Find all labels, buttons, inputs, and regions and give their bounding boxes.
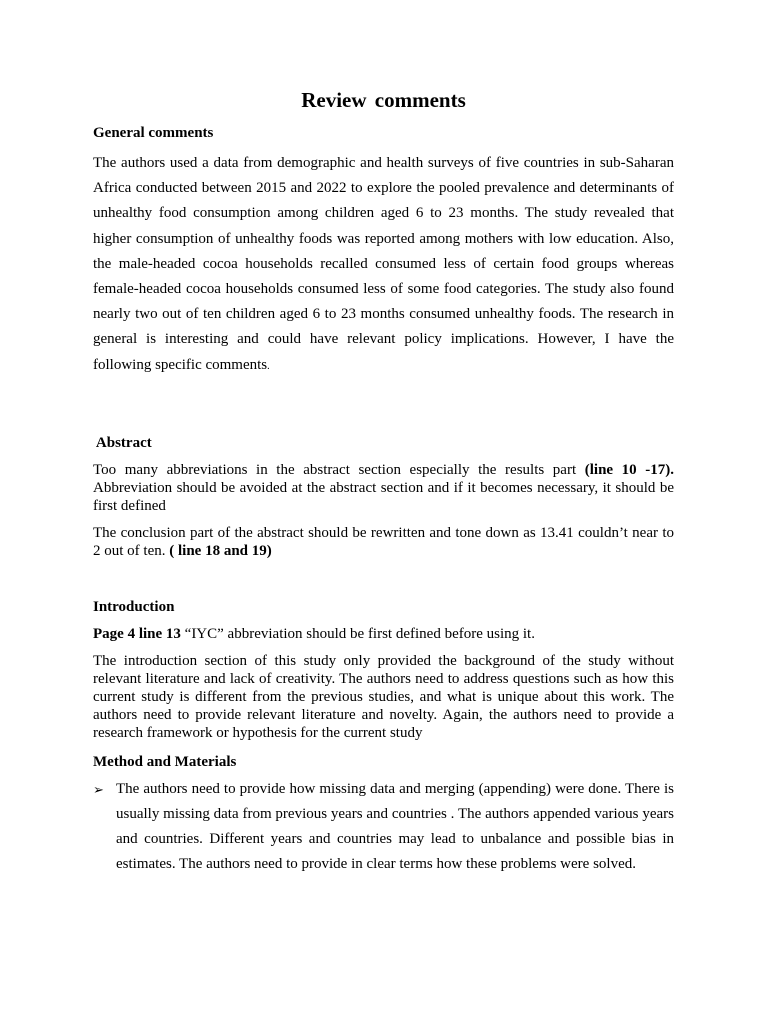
document-page [93, 86, 674, 878]
introduction-paragraph-1 [93, 625, 674, 643]
general-comments-section [93, 124, 674, 379]
abstract-heading: Abstract [93, 434, 152, 451]
arrow-bullet-icon: ➢ [93, 781, 104, 797]
abstract-paragraph-1 [93, 461, 674, 515]
abstract-section [93, 434, 674, 560]
methods-section [93, 753, 674, 878]
general-comments-period: . [267, 360, 270, 372]
list-item [93, 777, 674, 878]
methods-bullet-text: The authors need to provide how missing data and merging (appending) were done. There is usually missing data from previous years and countries . The authors appended various years and countries. Different years and countries may lead to unbalance and possible bias in estimates. The authors need to provide in clear terms how these problems were solved. [116, 780, 674, 873]
abstract-p1-line-ref: (line 10 -17). [584, 461, 674, 478]
introduction-p1-text: “IYC” abbreviation should be first defined before using it. [180, 625, 535, 642]
introduction-section [93, 598, 674, 742]
abstract-paragraph-2 [93, 524, 674, 560]
abstract-p2-text: The conclusion part of the abstract should be rewritten and tone down as 13.41 couldn’t near to 2 out of ten. [93, 524, 674, 559]
methods-heading: Method and Materials [93, 753, 237, 770]
general-comments-paragraph [93, 151, 674, 379]
introduction-paragraph-2: The introduction section of this study only provided the background of the study without relevant literature and lack of creativity. The authors need to address questions such as how this current study is different from the previous studies, and what is unique about this work. The authors need to provide relevant literature and novelty. Again, the authors need to provide a research framework or hypothesis for the current study [93, 652, 674, 741]
abstract-p1-text: Too many abbreviations in the abstract section especially the results part [93, 461, 585, 478]
introduction-p1-page-ref: Page 4 line 13 [93, 625, 181, 642]
general-comments-heading: General comments [93, 125, 214, 141]
page-title: Review comments [301, 88, 466, 112]
general-comments-text: The authors used a data from demographic and health surveys of five countries in sub-Saharan Africa conducted between 2015 and 2022 to explore the pooled prevalence and determinants of unhealthy food consumption among children aged 6 to 23 months. The study revealed that higher consumption of unhealthy foods was reported among mothers with low education. Also, the male-headed cocoa households recalled consumed less of certain food groups whereas female-headed cocoa households consumed less of some food categories. The study also found nearly two out of ten children aged 6 to 23 months consumed unhealthy foods. The research in general is interesting and could have relevant policy implications. However, I have the following specific comments [93, 155, 674, 373]
abstract-p1-rest: Abbreviation should be avoided at the abstract section and if it becomes necessary, it should be first defined [93, 479, 674, 514]
abstract-p2-line-ref: ( line 18 and 19) [169, 542, 272, 559]
introduction-heading: Introduction [93, 598, 175, 615]
